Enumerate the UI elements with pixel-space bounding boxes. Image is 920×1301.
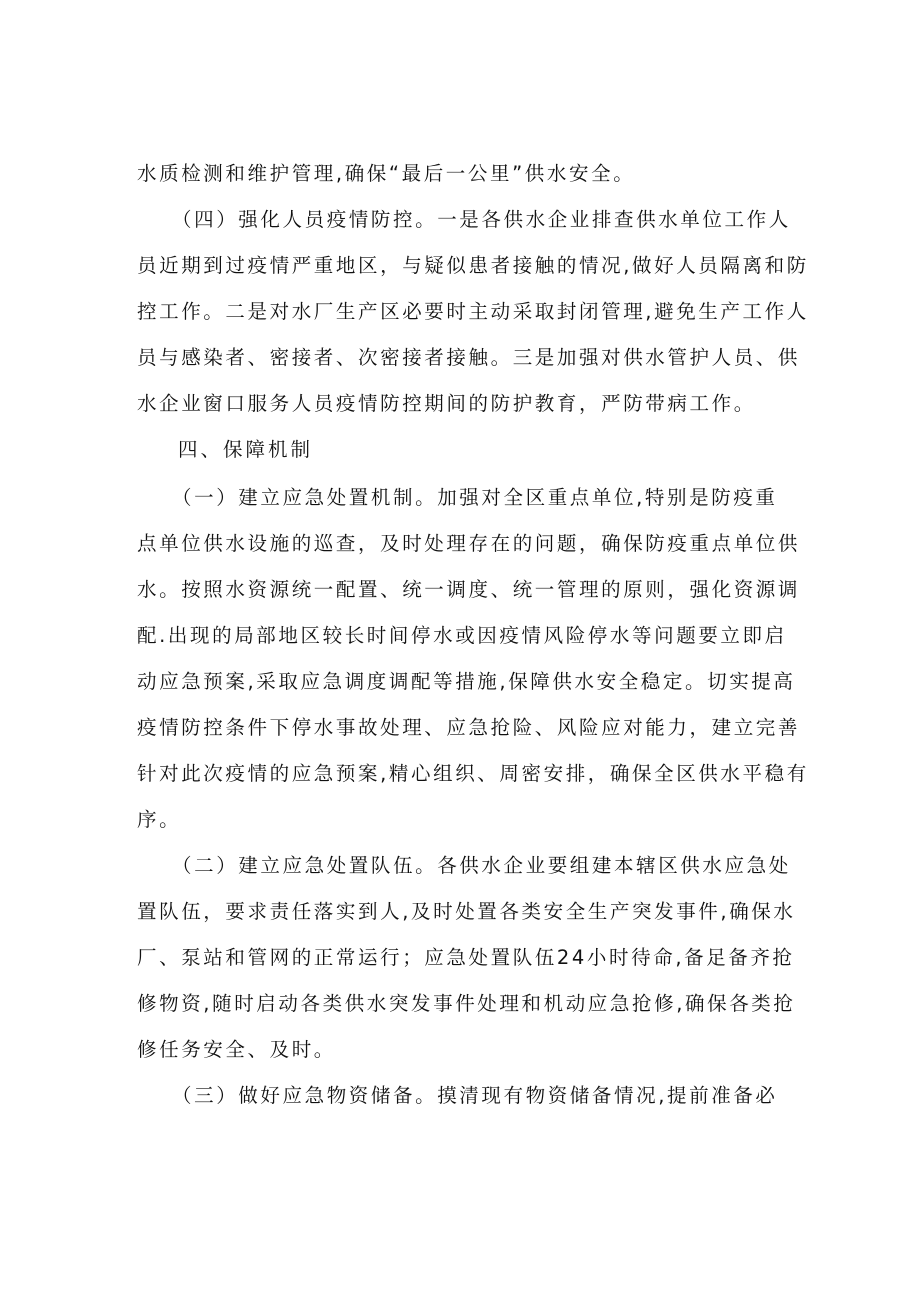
paragraph-line: 厂、泵站和管网的正常运行；应急处置队伍24小时待命,备足备齐抢 xyxy=(137,946,795,969)
paragraph-line: 员近期到过疫情严重地区，与疑似患者接触的情况,做好人员隔离和防 xyxy=(137,254,809,277)
paragraph-line: 水。按照水资源统一配置、统一调度、统一管理的原则，强化资源调 xyxy=(137,578,801,601)
paragraph-line: 序。 xyxy=(137,808,182,831)
paragraph-line: （一）建立应急处置机制。加强对全区重点单位,特别是防疫重 xyxy=(172,486,778,509)
paragraph-line: 修任务安全、及时。 xyxy=(137,1038,336,1061)
paragraph-line: 疫情防控条件下停水事故处理、应急抢险、风险应对能力，建立完善 xyxy=(137,716,801,739)
paragraph-line: （四）强化人员疫情防控。一是各供水企业排查供水单位工作人 xyxy=(172,208,791,231)
paragraph-line: 修物资,随时启动各类供水突发事件处理和机动应急抢修,确保各类抢 xyxy=(137,992,796,1015)
section-heading: 四、保障机制 xyxy=(178,438,314,461)
paragraph-line: （三）做好应急物资储备。摸清现有物资储备情况,提前准备必 xyxy=(172,1084,778,1107)
paragraph-line: 控工作。二是对水厂生产区必要时主动采取封闭管理,避免生产工作人 xyxy=(137,300,809,323)
paragraph-line: 动应急预案,采取应急调度调配等措施,保障供水安全稳定。切实提高 xyxy=(137,670,796,693)
paragraph-line: （二）建立应急处置队伍。各供水企业要组建本辖区供水应急处 xyxy=(172,854,791,877)
paragraph-line: 针对此次疫情的应急预案,精心组织、周密安排，确保全区供水平稳有 xyxy=(137,762,809,785)
paragraph-line: 水企业窗口服务人员疫情防控期间的防护教育，严防带病工作。 xyxy=(137,392,756,415)
paragraph-line: 置队伍，要求责任落实到人,及时处置各类安全生产突发事件,确保水 xyxy=(137,900,796,923)
paragraph-line: 员与感染者、密接者、次密接者接触。三是加强对供水管护人员、供 xyxy=(137,346,801,369)
paragraph-line: 点单位供水设施的巡查，及时处理存在的问题，确保防疫重点单位供 xyxy=(137,532,801,555)
paragraph-line: 配.出现的局部地区较长时间停水或因疫情风险停水等问题要立即启 xyxy=(137,624,787,647)
paragraph-line: 水质检测和维护管理,确保“最后一公里”供水安全。 xyxy=(137,162,636,185)
